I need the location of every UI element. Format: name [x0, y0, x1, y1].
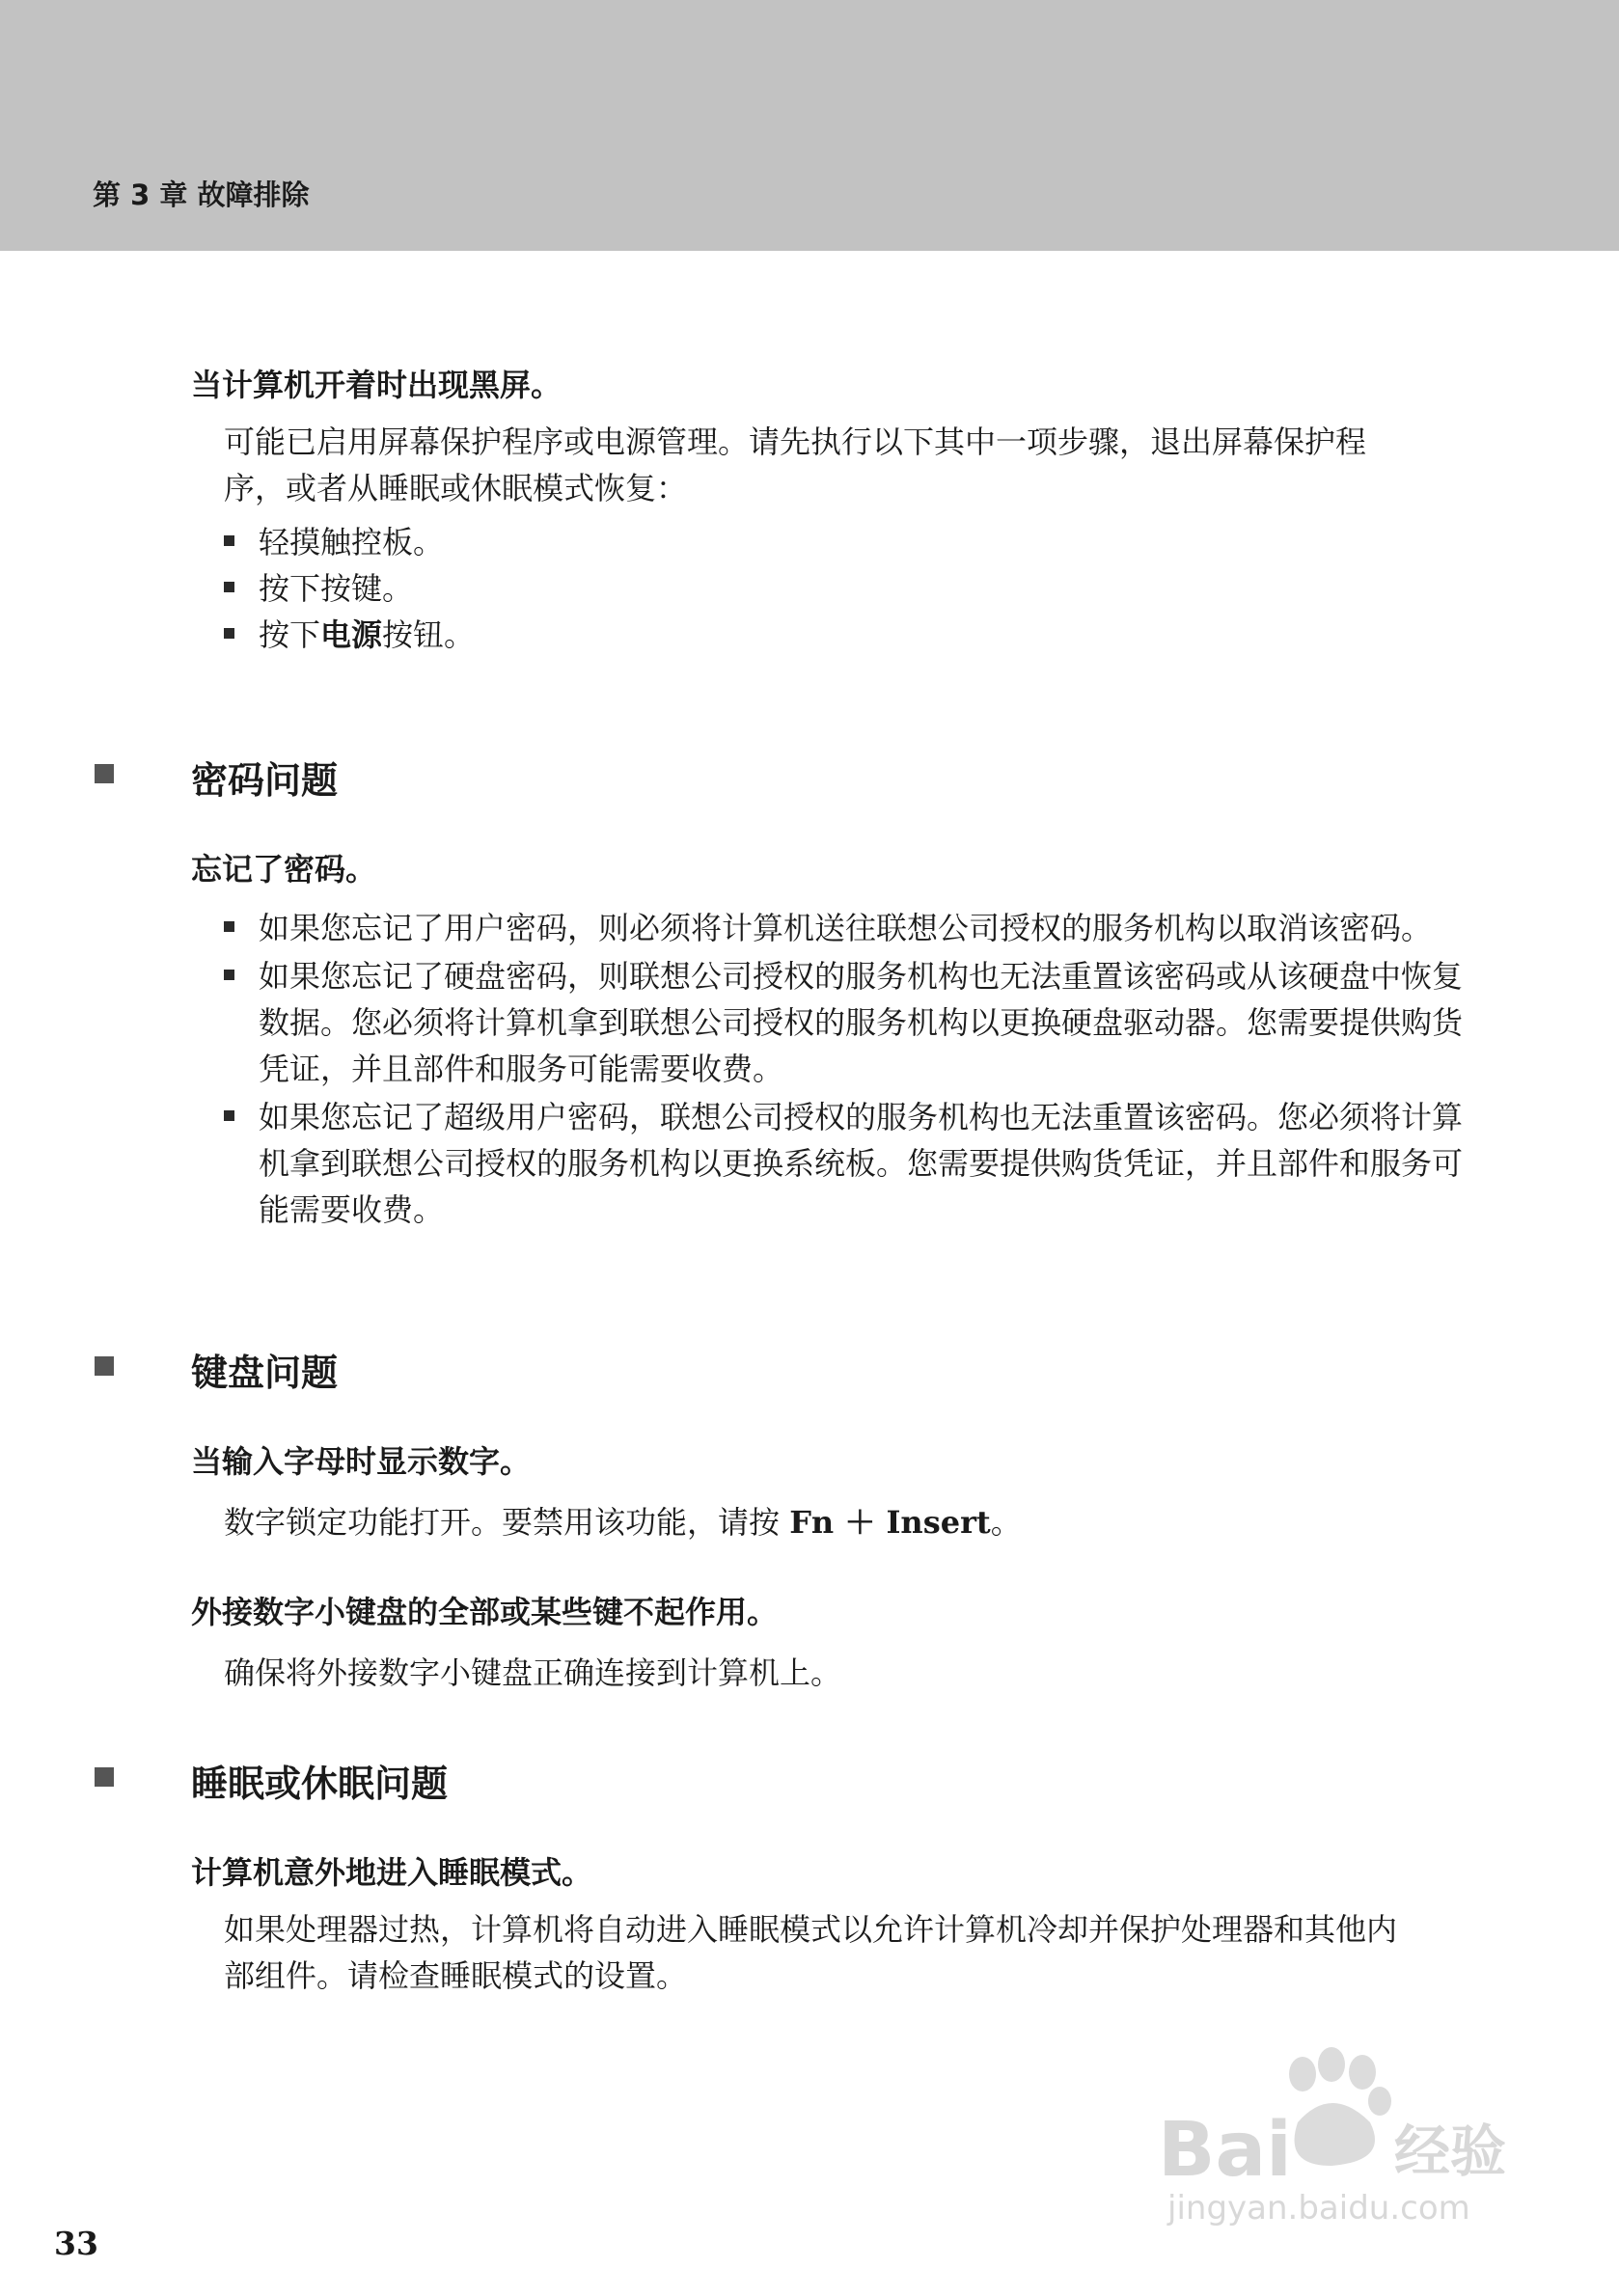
fn-insert-key-label: Fn ＋ Insert [789, 1504, 991, 1541]
power-key-label: 电源 [320, 616, 383, 653]
password-list [224, 905, 1474, 1233]
blank-screen-desc-line1: 可能已启用屏幕保护程序或电源管理。请先执行以下其中一项步骤，退出屏幕保护程 [224, 424, 1367, 460]
watermark-brand-pre: Bai [1158, 2107, 1292, 2194]
blank-screen-desc-line2: 序，或者从睡眠或休眠模式恢复： [224, 470, 688, 506]
baidu-paw-logo-icon [1139, 2045, 1544, 2228]
sleep-desc-line1: 如果处理器过热，计算机将自动进入睡眠模式以允许计算机冷却并保护处理器和其他内 [224, 1911, 1398, 1948]
bullet-square-icon [224, 582, 234, 592]
bullet-square-icon [224, 970, 234, 980]
keyboard-sub2-text: 确保将外接数字小键盘正确连接到计算机上。 [224, 1654, 842, 1691]
bullet-square-icon [224, 1110, 234, 1121]
sleep-desc-line2: 部组件。请检查睡眠模式的设置。 [224, 1957, 688, 1994]
chapter-title: 第 3 章 故障排除 [93, 178, 310, 211]
page-number: 33 [54, 2225, 98, 2262]
password-subheading: 忘记了密码。 [191, 851, 377, 888]
step-text: 轻摸触控板。 [259, 524, 445, 560]
chapter-header-band [0, 0, 1619, 251]
password-section-title: 密码问题 [191, 759, 339, 802]
password-item-text: 如果您忘记了用户密码，则必须将计算机送往联想公司授权的服务机构以取消该密码。 [259, 910, 1433, 946]
bullet-square-icon [224, 921, 234, 932]
keyboard-sub1-text [224, 1499, 1468, 1545]
step-text: 按下按键。 [259, 570, 414, 607]
bullet-square-icon [224, 628, 234, 639]
blank-screen-description [224, 419, 1468, 511]
list-item [224, 953, 1474, 1092]
numlock-text-post: 。 [990, 1504, 1022, 1541]
list-item [224, 519, 1478, 565]
blank-screen-steps [224, 519, 1478, 658]
sleep-section-title: 睡眠或休眠问题 [191, 1763, 449, 1805]
step-text-pre: 按下 [259, 616, 321, 653]
section-marker-icon [95, 1356, 114, 1376]
watermark-brand-post: 经验 [1394, 2118, 1507, 2184]
list-item [224, 612, 1478, 658]
watermark-url: jingyan.baidu.com [1167, 2189, 1470, 2228]
section-marker-icon [95, 1767, 114, 1787]
keyboard-subheading-2: 外接数字小键盘的全部或某些键不起作用。 [191, 1594, 779, 1630]
password-item-text: 如果您忘记了硬盘密码，则联想公司授权的服务机构也无法重置该密码或从该硬盘中恢复数据。您必须将计算机拿到联想公司授权的服务机构以更换硬盘驱动器。您需要提供购货凭证，并且部件和服务可能需要收费。 [259, 958, 1464, 1087]
keyboard-subheading-1: 当输入字母时显示数字。 [191, 1443, 532, 1480]
blank-screen-heading: 当计算机开着时出现黑屏。 [191, 367, 563, 403]
list-item [224, 905, 1474, 951]
baidu-jingyan-watermark [1139, 2045, 1544, 2228]
keyboard-section-title: 键盘问题 [191, 1352, 339, 1394]
sleep-description [224, 1906, 1468, 1999]
list-item [224, 1094, 1474, 1233]
bullet-square-icon [224, 535, 234, 546]
numlock-text-pre: 数字锁定功能打开。要禁用该功能，请按 [224, 1504, 790, 1541]
section-marker-icon [95, 764, 114, 783]
list-item [224, 565, 1478, 612]
password-item-text: 如果您忘记了超级用户密码，联想公司授权的服务机构也无法重置该密码。您必须将计算机拿到联想公司授权的服务机构以更换系统板。您需要提供购货凭证，并且部件和服务可能需要收费。 [259, 1099, 1464, 1228]
sleep-subheading: 计算机意外地进入睡眠模式。 [191, 1854, 593, 1891]
step-text-post: 按钮。 [382, 616, 476, 653]
